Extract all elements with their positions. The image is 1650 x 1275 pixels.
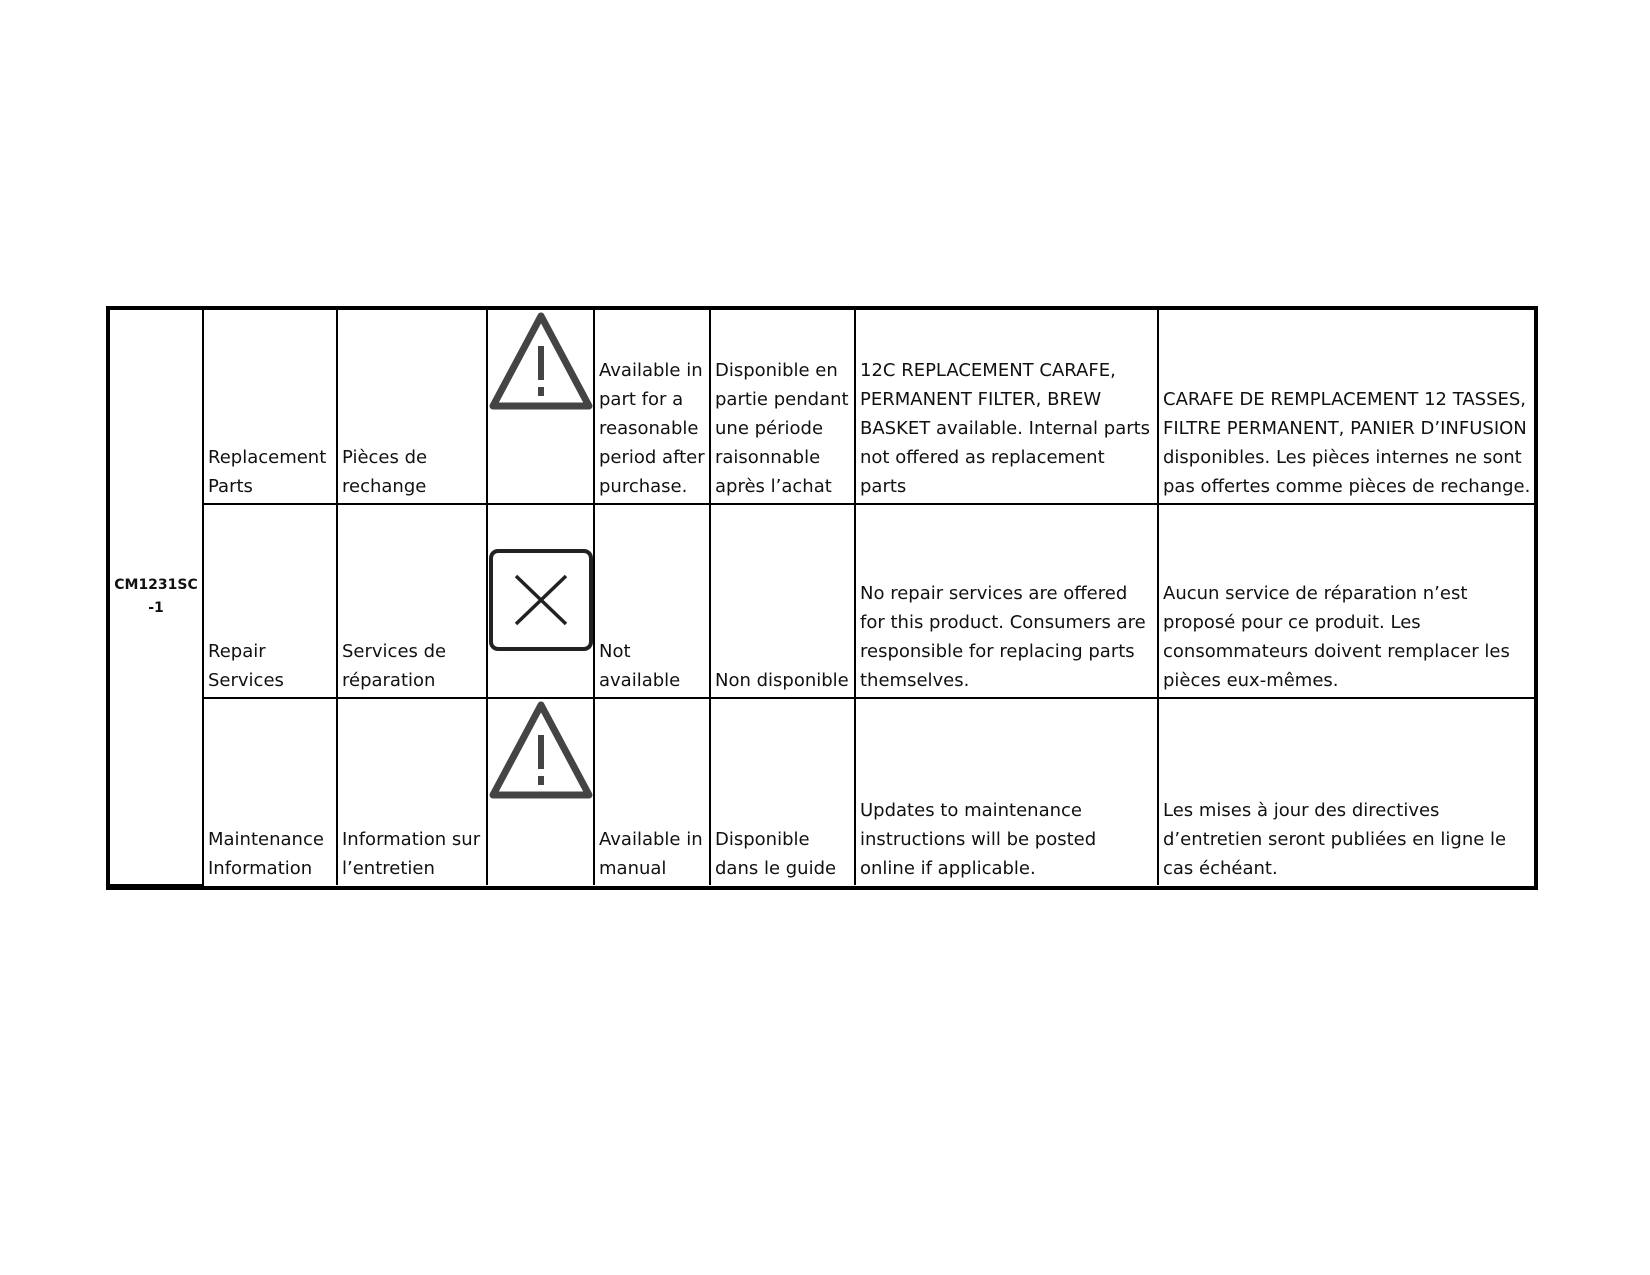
status-fr: Disponible en partie pendant une période raisonnable après l’achat xyxy=(710,310,855,504)
table-row xyxy=(110,504,1534,698)
repairability-table xyxy=(110,310,1534,886)
details-en: 12C REPLACEMENT CARAFE, PERMANENT FILTER, BREW BASKET available. Internal parts not offered as replacement parts xyxy=(855,310,1158,504)
status-fr: Non disponible xyxy=(710,504,855,698)
status-en: Not available xyxy=(594,504,710,698)
model-number: CM1231SC-1 xyxy=(110,310,203,885)
category-label-fr: Services de réparation xyxy=(337,504,487,698)
category-label-en: Repair Services xyxy=(203,504,337,698)
details-fr: CARAFE DE REMPLACEMENT 12 TASSES, FILTRE PERMANENT, PANIER D’INFUSION disponibles. Les pièces internes ne sont pas offertes comme pièces de rechange. xyxy=(1158,310,1534,504)
status-en: Available in part for a reasonable period after purchase. xyxy=(594,310,710,504)
repairability-table-frame xyxy=(106,306,1538,890)
status-icon-cell xyxy=(487,504,594,698)
warning-triangle-icon xyxy=(488,310,593,416)
warning-triangle-icon xyxy=(488,699,593,805)
category-label-fr: Pièces de rechange xyxy=(337,310,487,504)
details-fr: Les mises à jour des directives d’entretien seront publiées en ligne le cas échéant. xyxy=(1158,698,1534,885)
details-en: No repair services are offered for this product. Consumers are responsible for replacing parts themselves. xyxy=(855,504,1158,698)
status-fr: Disponible dans le guide xyxy=(710,698,855,885)
category-label-en: Maintenance Information xyxy=(203,698,337,885)
status-icon-cell xyxy=(487,698,594,885)
status-icon-cell xyxy=(487,310,594,504)
details-fr: Aucun service de réparation n’est proposé pour ce produit. Les consommateurs doivent remplacer les pièces eux-mêmes. xyxy=(1158,504,1534,698)
status-en: Available in manual xyxy=(594,698,710,885)
x-box-icon xyxy=(488,549,593,655)
category-label-fr: Information sur l’entretien xyxy=(337,698,487,885)
table-row xyxy=(110,698,1534,885)
category-label-en: Replacement Parts xyxy=(203,310,337,504)
table-row xyxy=(110,310,1534,504)
details-en: Updates to maintenance instructions will be posted online if applicable. xyxy=(855,698,1158,885)
